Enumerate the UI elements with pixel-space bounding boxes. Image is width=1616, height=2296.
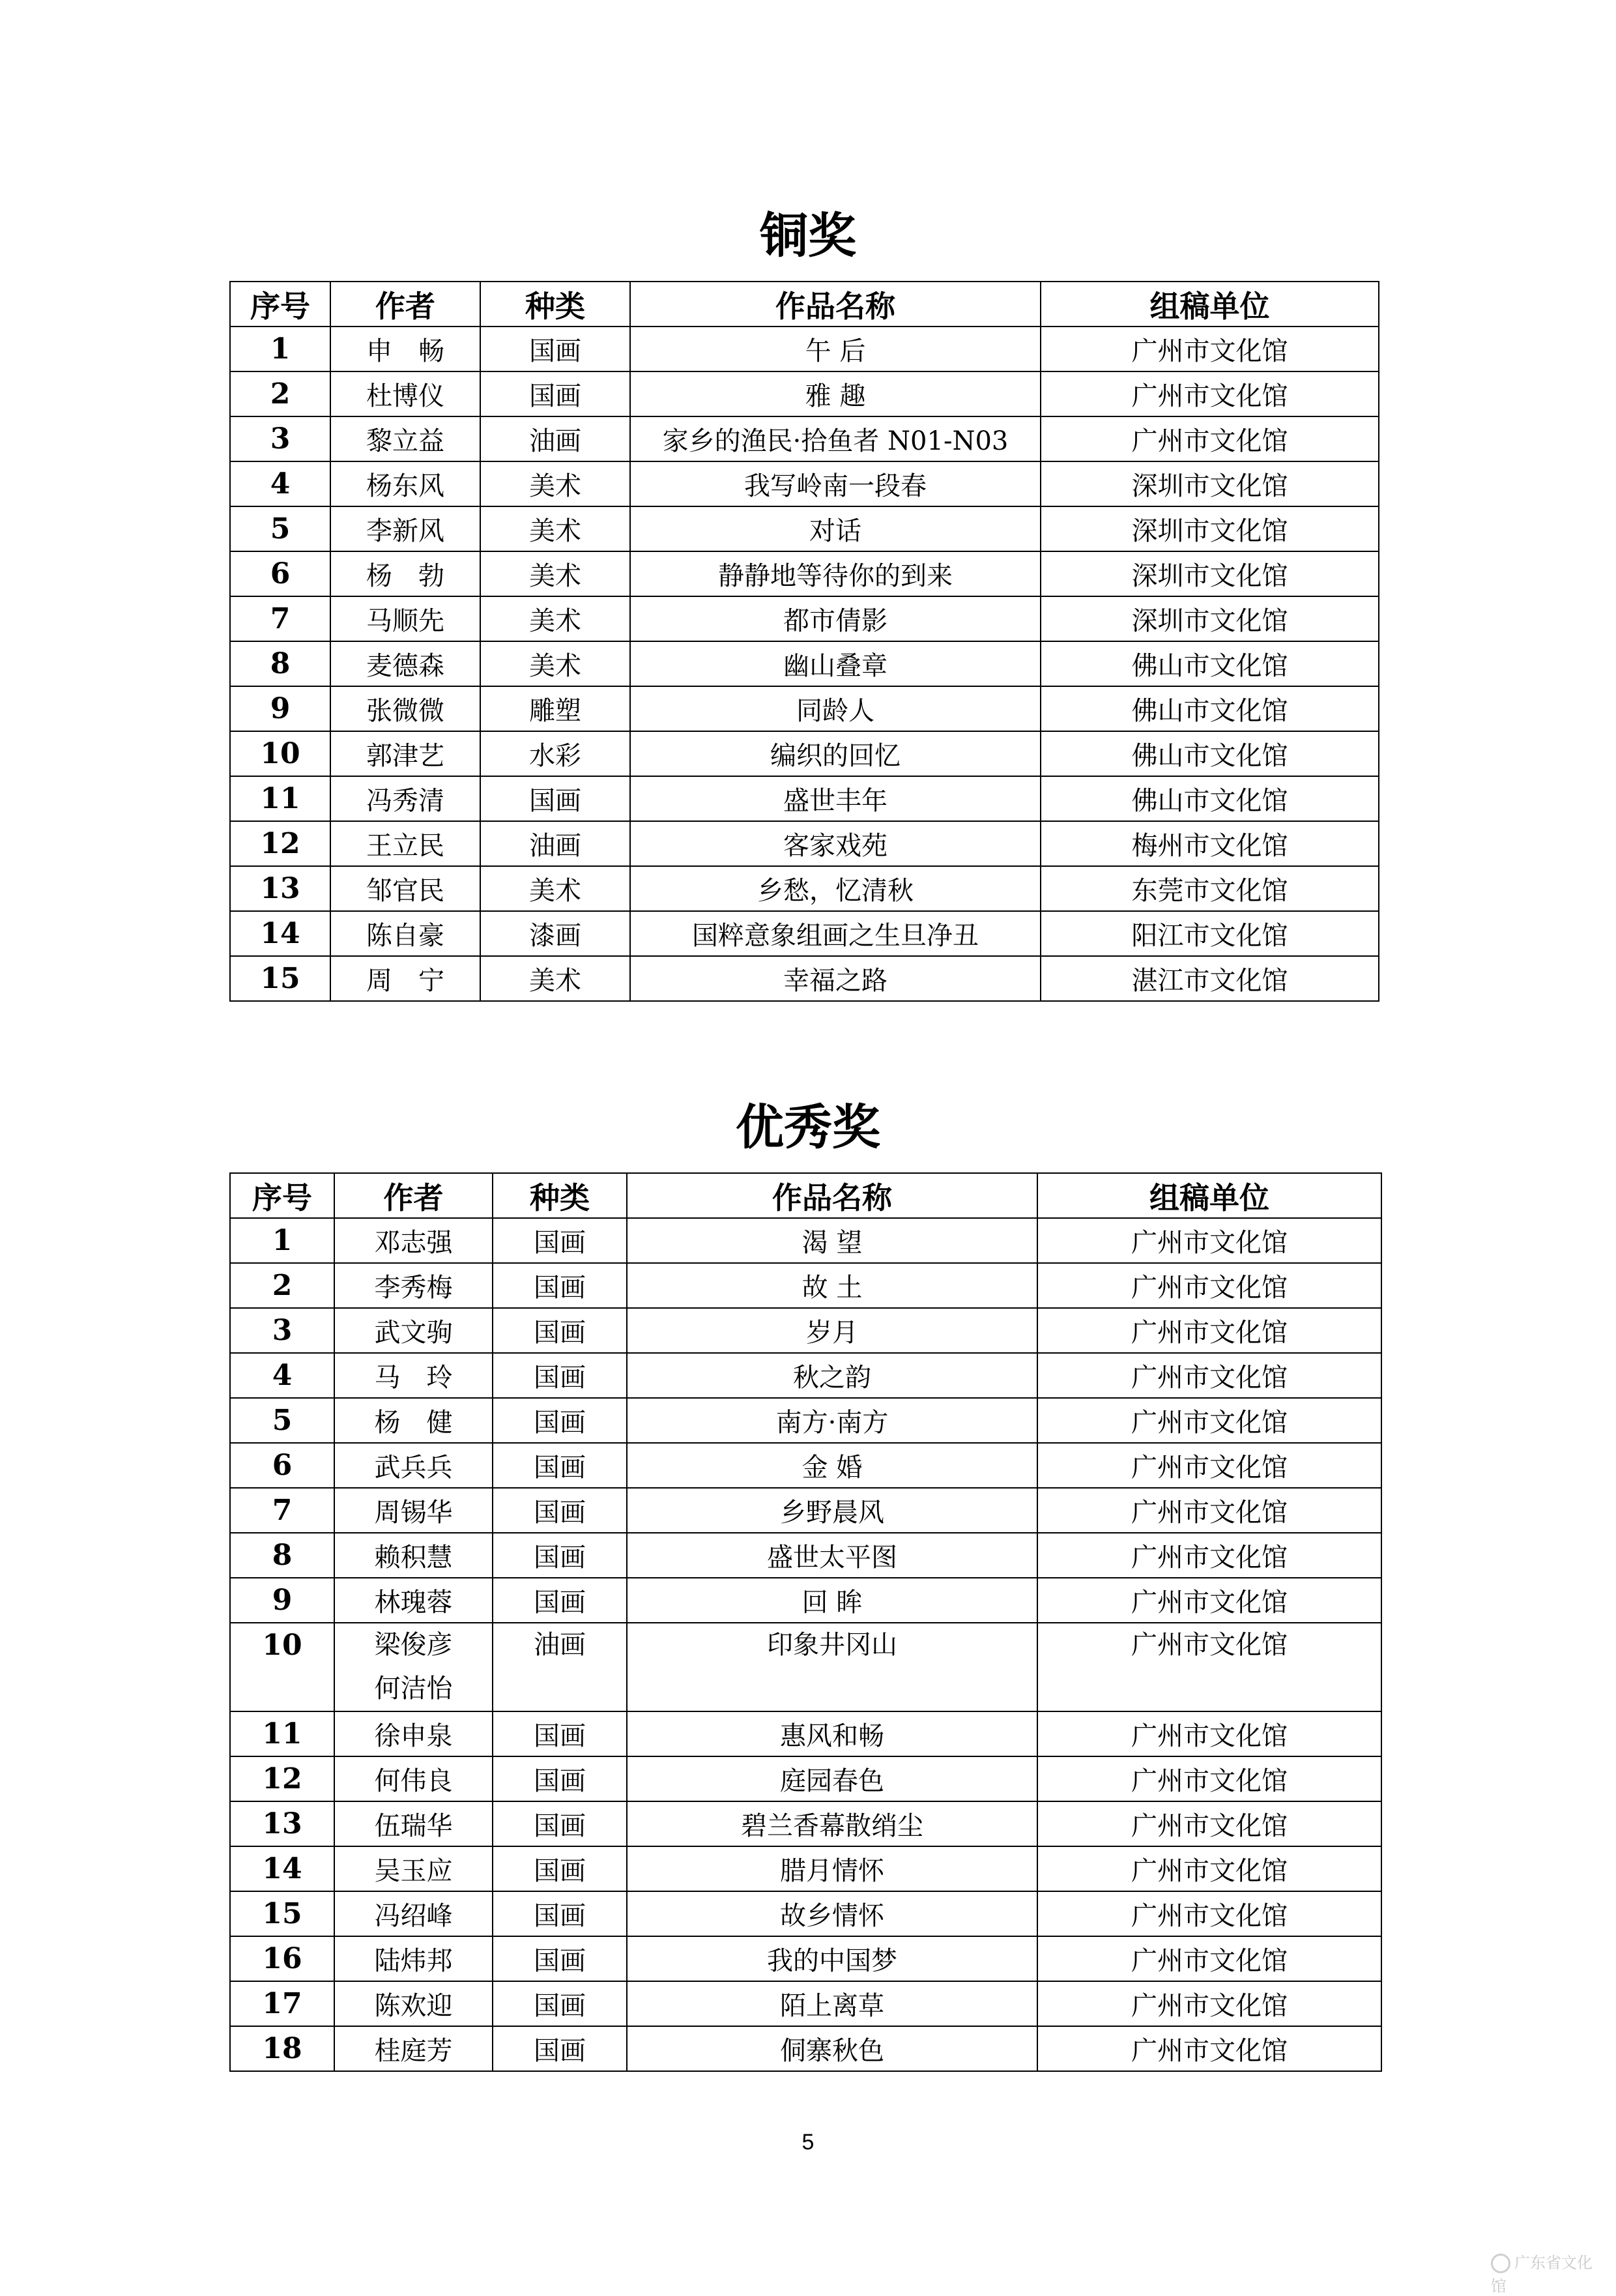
cell-organizer: 深圳市文化馆 (1041, 461, 1379, 506)
table-row (230, 1711, 1381, 1756)
table-row (230, 1488, 1381, 1533)
table-row (230, 1533, 1381, 1578)
cell-author: 王立民 (330, 821, 480, 866)
cell-work-title: 国粹意象组画之生旦净丑 (630, 911, 1041, 956)
cell-category: 水彩 (480, 731, 630, 776)
column-header: 作品名称 (627, 1173, 1037, 1218)
cell-organizer: 广州市文化馆 (1037, 1353, 1381, 1398)
cell-number: 13 (230, 866, 330, 911)
cell-category: 国画 (493, 1711, 627, 1756)
cell-category: 国画 (480, 776, 630, 821)
cell-category: 美术 (480, 461, 630, 506)
cell-work-title: 南方·南方 (627, 1398, 1037, 1443)
cell-number: 15 (230, 956, 330, 1001)
cell-organizer: 深圳市文化馆 (1041, 506, 1379, 551)
cell-number: 10 (230, 1623, 334, 1711)
cell-organizer: 梅州市文化馆 (1041, 821, 1379, 866)
cell-author: 麦德森 (330, 641, 480, 686)
cell-category: 国画 (493, 1263, 627, 1308)
cell-author: 冯秀清 (330, 776, 480, 821)
column-header: 种类 (493, 1173, 627, 1218)
table-row (230, 1308, 1381, 1353)
bronze-award-title: 铜奖 (760, 208, 856, 264)
cell-author: 陈自豪 (330, 911, 480, 956)
cell-number: 12 (230, 821, 330, 866)
cell-category: 美术 (480, 866, 630, 911)
table-row (230, 1623, 1381, 1711)
cell-category: 美术 (480, 506, 630, 551)
cell-number: 5 (230, 506, 330, 551)
cell-organizer: 广州市文化馆 (1037, 1398, 1381, 1443)
cell-number: 14 (230, 1846, 334, 1891)
table-row (230, 776, 1379, 821)
cell-number: 10 (230, 731, 330, 776)
cell-number: 16 (230, 1936, 334, 1981)
table-row (230, 1801, 1381, 1846)
cell-organizer: 广州市文化馆 (1037, 1846, 1381, 1891)
table-row (230, 1981, 1381, 2026)
author-name: 何洁怡 (374, 1674, 453, 1704)
table-row (230, 506, 1379, 551)
cell-organizer: 佛山市文化馆 (1041, 686, 1379, 731)
cell-organizer: 阳江市文化馆 (1041, 911, 1379, 956)
table-row (230, 956, 1379, 1001)
cell-organizer: 佛山市文化馆 (1041, 641, 1379, 686)
cell-organizer: 广州市文化馆 (1037, 2026, 1381, 2071)
cell-author: 杨东风 (330, 461, 480, 506)
watermark-text: 广东省文化馆 (1491, 2254, 1593, 2295)
cell-work-title: 客家戏苑 (630, 821, 1041, 866)
column-header: 作者 (330, 282, 480, 327)
table-row (230, 1443, 1381, 1488)
cell-work-title: 我的中国梦 (627, 1936, 1037, 1981)
cell-author: 周 宁 (330, 956, 480, 1001)
cell-author: 吴玉应 (334, 1846, 493, 1891)
cell-organizer: 广州市文化馆 (1041, 327, 1379, 371)
table-row (230, 2026, 1381, 2071)
cell-work-title: 陌上离草 (627, 1981, 1037, 2026)
cell-author: 邹官民 (330, 866, 480, 911)
cell-number: 7 (230, 596, 330, 641)
cell-number: 12 (230, 1756, 334, 1801)
cell-work-title: 庭园春色 (627, 1756, 1037, 1801)
cell-category: 国画 (493, 1578, 627, 1623)
cell-work-title: 编织的回忆 (630, 731, 1041, 776)
cell-category: 国画 (493, 1443, 627, 1488)
cell-author: 杨 勃 (330, 551, 480, 596)
cell-number: 14 (230, 911, 330, 956)
cell-organizer: 佛山市文化馆 (1041, 776, 1379, 821)
cell-author: 周锡华 (334, 1488, 493, 1533)
table-row (230, 866, 1379, 911)
column-header: 作者 (334, 1173, 493, 1218)
cell-number: 3 (230, 1308, 334, 1353)
cell-organizer: 深圳市文化馆 (1041, 596, 1379, 641)
cell-number: 17 (230, 1981, 334, 2026)
cell-number: 6 (230, 1443, 334, 1488)
cell-author: 杜博仪 (330, 371, 480, 416)
table-row (230, 1263, 1381, 1308)
cell-author: 李新风 (330, 506, 480, 551)
logo-icon (1491, 2254, 1510, 2273)
cell-author: 伍瑞华 (334, 1801, 493, 1846)
cell-author: 武文驹 (334, 1308, 493, 1353)
table-row (230, 551, 1379, 596)
cell-author: 冯绍峰 (334, 1891, 493, 1936)
cell-work-title: 故 土 (627, 1263, 1037, 1308)
cell-organizer: 广州市文化馆 (1037, 1578, 1381, 1623)
cell-organizer: 广州市文化馆 (1037, 1263, 1381, 1308)
cell-work-title: 雅 趣 (630, 371, 1041, 416)
table-header-row (230, 1173, 1381, 1218)
cell-number: 1 (230, 1218, 334, 1263)
cell-number: 7 (230, 1488, 334, 1533)
cell-organizer: 广州市文化馆 (1037, 1801, 1381, 1846)
table-row (230, 821, 1379, 866)
cell-category: 美术 (480, 641, 630, 686)
cell-author: 李秀梅 (334, 1263, 493, 1308)
cell-work-title: 渴 望 (627, 1218, 1037, 1263)
table-row (230, 1846, 1381, 1891)
table-row (230, 596, 1379, 641)
cell-author (334, 1623, 493, 1711)
cell-number: 9 (230, 1578, 334, 1623)
cell-category: 油画 (480, 821, 630, 866)
cell-author: 陆炜邦 (334, 1936, 493, 1981)
cell-author: 黎立益 (330, 416, 480, 461)
cell-work-title: 惠风和畅 (627, 1711, 1037, 1756)
cell-category: 国画 (493, 2026, 627, 2071)
cell-author: 陈欢迎 (334, 1981, 493, 2026)
table-row (230, 1936, 1381, 1981)
bronze-award-table (229, 281, 1379, 1002)
cell-organizer: 广州市文化馆 (1037, 1623, 1381, 1711)
cell-work-title: 回 眸 (627, 1578, 1037, 1623)
cell-number: 9 (230, 686, 330, 731)
cell-work-title: 午 后 (630, 327, 1041, 371)
cell-work-title: 盛世丰年 (630, 776, 1041, 821)
cell-number: 11 (230, 776, 330, 821)
cell-number: 18 (230, 2026, 334, 2071)
cell-number: 2 (230, 371, 330, 416)
cell-number: 13 (230, 1801, 334, 1846)
cell-work-title: 同龄人 (630, 686, 1041, 731)
table-row (230, 327, 1379, 371)
merit-award-table (229, 1172, 1382, 2072)
cell-work-title: 腊月情怀 (627, 1846, 1037, 1891)
table-row (230, 1891, 1381, 1936)
table-row (230, 1578, 1381, 1623)
cell-number: 2 (230, 1263, 334, 1308)
cell-work-title: 侗寨秋色 (627, 2026, 1037, 2071)
cell-number: 3 (230, 416, 330, 461)
column-header: 组稿单位 (1037, 1173, 1381, 1218)
cell-category: 国画 (493, 1756, 627, 1801)
cell-category: 国画 (480, 371, 630, 416)
cell-work-title: 碧兰香幕散绡尘 (627, 1801, 1037, 1846)
column-header: 作品名称 (630, 282, 1041, 327)
cell-organizer: 广州市文化馆 (1037, 1711, 1381, 1756)
cell-author: 徐申泉 (334, 1711, 493, 1756)
cell-work-title: 我写岭南一段春 (630, 461, 1041, 506)
cell-work-title: 乡愁，忆清秋 (630, 866, 1041, 911)
cell-work-title: 秋之韵 (627, 1353, 1037, 1398)
cell-category: 国画 (493, 1981, 627, 2026)
cell-category: 国画 (493, 1218, 627, 1263)
cell-work-title: 乡野晨风 (627, 1488, 1037, 1533)
cell-organizer: 东莞市文化馆 (1041, 866, 1379, 911)
cell-work-title: 家乡的渔民·拾鱼者 N01-N03 (630, 416, 1041, 461)
cell-work-title: 静静地等待你的到来 (630, 551, 1041, 596)
cell-category: 油画 (493, 1623, 627, 1711)
table-row (230, 1218, 1381, 1263)
table-row (230, 911, 1379, 956)
cell-work-title: 故乡情怀 (627, 1891, 1037, 1936)
column-header: 组稿单位 (1041, 282, 1379, 327)
cell-author: 郭津艺 (330, 731, 480, 776)
cell-author: 申 畅 (330, 327, 480, 371)
cell-category: 国画 (480, 327, 630, 371)
cell-organizer: 广州市文化馆 (1037, 1756, 1381, 1801)
cell-category: 国画 (493, 1801, 627, 1846)
cell-number: 1 (230, 327, 330, 371)
cell-work-title: 印象井冈山 (627, 1623, 1037, 1711)
cell-number: 8 (230, 1533, 334, 1578)
cell-category: 漆画 (480, 911, 630, 956)
cell-organizer: 深圳市文化馆 (1041, 551, 1379, 596)
cell-number: 11 (230, 1711, 334, 1756)
table-row (230, 731, 1379, 776)
cell-organizer: 广州市文化馆 (1037, 1936, 1381, 1981)
cell-organizer: 广州市文化馆 (1041, 416, 1379, 461)
cell-category: 国画 (493, 1488, 627, 1533)
cell-organizer: 湛江市文化馆 (1041, 956, 1379, 1001)
cell-category: 雕塑 (480, 686, 630, 731)
table-row (230, 1756, 1381, 1801)
table-row (230, 461, 1379, 506)
cell-organizer: 广州市文化馆 (1041, 371, 1379, 416)
cell-organizer: 广州市文化馆 (1037, 1488, 1381, 1533)
cell-author: 武兵兵 (334, 1443, 493, 1488)
cell-organizer: 广州市文化馆 (1037, 1533, 1381, 1578)
cell-category: 国画 (493, 1891, 627, 1936)
author-name: 梁俊彦 (374, 1630, 453, 1660)
cell-category: 美术 (480, 596, 630, 641)
merit-award-title: 优秀奖 (736, 1099, 880, 1155)
cell-organizer: 广州市文化馆 (1037, 1981, 1381, 2026)
cell-category: 国画 (493, 1936, 627, 1981)
cell-work-title: 金 婚 (627, 1443, 1037, 1488)
cell-category: 油画 (480, 416, 630, 461)
cell-work-title: 岁月 (627, 1308, 1037, 1353)
table-row (230, 1353, 1381, 1398)
cell-number: 6 (230, 551, 330, 596)
table-row (230, 686, 1379, 731)
cell-category: 美术 (480, 956, 630, 1001)
cell-category: 国画 (493, 1398, 627, 1443)
cell-number: 5 (230, 1398, 334, 1443)
cell-number: 8 (230, 641, 330, 686)
watermark (1491, 2250, 1602, 2295)
cell-organizer: 广州市文化馆 (1037, 1218, 1381, 1263)
cell-work-title: 都市倩影 (630, 596, 1041, 641)
cell-category: 国画 (493, 1353, 627, 1398)
cell-work-title: 幸福之路 (630, 956, 1041, 1001)
table-header-row (230, 282, 1379, 327)
cell-category: 国画 (493, 1846, 627, 1891)
cell-author: 桂庭芳 (334, 2026, 493, 2071)
cell-author: 张微微 (330, 686, 480, 731)
cell-author: 杨 健 (334, 1398, 493, 1443)
cell-work-title: 对话 (630, 506, 1041, 551)
cell-organizer: 广州市文化馆 (1037, 1443, 1381, 1488)
cell-organizer: 广州市文化馆 (1037, 1891, 1381, 1936)
cell-author: 马顺先 (330, 596, 480, 641)
cell-work-title: 盛世太平图 (627, 1533, 1037, 1578)
cell-author: 邓志强 (334, 1218, 493, 1263)
cell-number: 4 (230, 1353, 334, 1398)
cell-work-title: 幽山叠章 (630, 641, 1041, 686)
table-row (230, 371, 1379, 416)
cell-category: 国画 (493, 1308, 627, 1353)
cell-author: 林瑰蓉 (334, 1578, 493, 1623)
table-row (230, 1398, 1381, 1443)
page-number: 5 (801, 2130, 815, 2155)
table-row (230, 641, 1379, 686)
table-row (230, 416, 1379, 461)
cell-organizer: 佛山市文化馆 (1041, 731, 1379, 776)
column-header: 种类 (480, 282, 630, 327)
cell-author: 何伟良 (334, 1756, 493, 1801)
cell-organizer: 广州市文化馆 (1037, 1308, 1381, 1353)
cell-number: 15 (230, 1891, 334, 1936)
column-header: 序号 (230, 282, 330, 327)
cell-category: 美术 (480, 551, 630, 596)
cell-category: 国画 (493, 1533, 627, 1578)
cell-author: 赖积慧 (334, 1533, 493, 1578)
cell-number: 4 (230, 461, 330, 506)
column-header: 序号 (230, 1173, 334, 1218)
cell-author: 马 玲 (334, 1353, 493, 1398)
